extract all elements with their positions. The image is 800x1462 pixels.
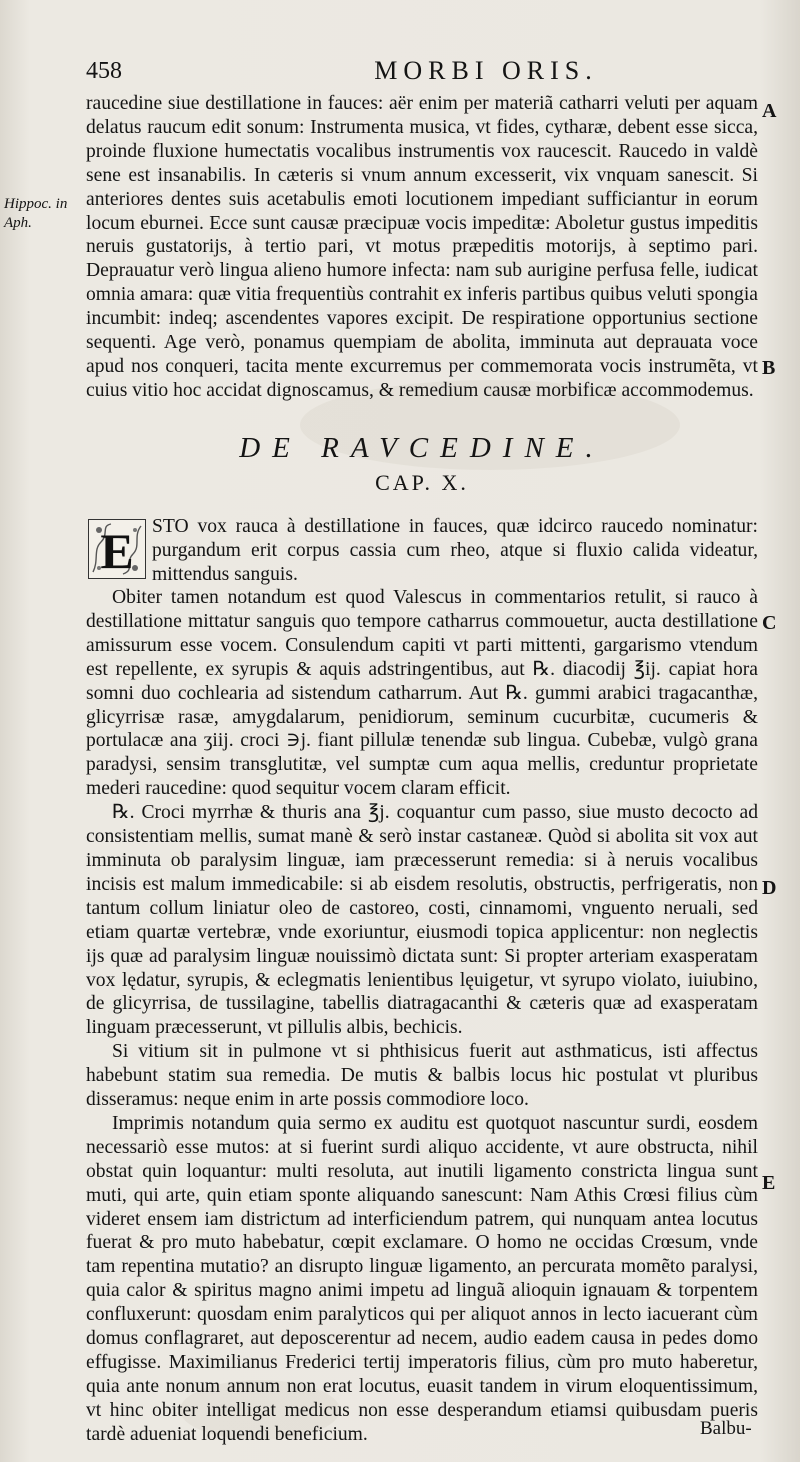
chapter-number: CAP. X. xyxy=(375,470,469,495)
side-letter-e: E xyxy=(762,1172,776,1194)
chapter-title: DE RAVCEDINE. xyxy=(239,432,605,464)
paragraph: Obiter tamen notandum est quod Valescus in commentarios retulit, si rauco à destillatione mittatur sanguis quo tempore catharrus commouetur, aucta destillatione amissurum esse vocem. Consulendum capiti vt parti mittenti, gargarismo vtendum est repellente, ex syrupis & aquis adstringentibus, aut ℞. diacodij ℥ij. capiat hora somni duo cochlearia ad sistendum catharrum. Aut ℞. gummi arabici tragacanthæ, glicyrrisæ rasæ, amygdalarum, penidiorum, seminum cucurbitæ, cucumeris & portulacæ ana ʒiij. croci ∋j. fiant pillulæ tenendæ sub lingua. Cubebæ, vulgò grana paradysi, sensim transglutitæ, vel sumptæ cum aqua mellis, creduntur proprietate mederi raucedine: quod sequitur vocem claram efficit. xyxy=(86,587,758,800)
paragraph: ℞. Croci myrrhæ & thuris ana ℥j. coquantur cum passo, siue musto decocto ad consistentiam mellis, sumat manè & serò instar castaneæ. Quòd si abolita sit vox aut imminuta ob paralysim linguæ, iam præcesserunt remedia: si à neruis vocalibus incisis est malum immedicabile: si ab eisdem resolutis, obstructis, perfrigeratis, non tantum collum liniatur oleo de castoreo, costi, cinnamomi, vnguento neruali, sed etiam quartæ vertebræ, vnde exoriuntur, eiusmodi topica applicentur: non neglectis ijs quæ ad paralysim linguæ nouissimò dictata sunt: Si propter arteriam exasperatam vox lędatur, syrupis, & eclegmatis lenientibus lęuigetur, vt syrupo violato, iuiubino, de glicyrrisa, de tussilagine, tabellis diatragacanthi & cæteris quæ ad exasperatam linguam præcesserunt, vt pillulis albis, bechicis. xyxy=(86,802,758,1039)
paragraph: Si vitium sit in pulmone vt si phthisicus fuerit aut asthmaticus, isti affectus habebunt statim sua remedia. De mutis & balbis locus hic postulat vt pluribus disseramus: neque enim in arte possis commodiore loco. xyxy=(86,1041,758,1111)
page-header xyxy=(86,54,756,88)
margin-note: Hippoc. in Aph. xyxy=(4,196,68,231)
first-paragraph-block xyxy=(152,515,758,587)
paragraph: Imprimis notandum quia sermo ex auditu est quotquot nascuntur surdi, eosdem necessariò esse mutos: at si fuerint surdi aliquo accidente, vt aure obstructa, nihil obstat quin loquantur: multi resoluta, aut inutili ligamento constricta lingua sunt muti, qui arte, quin etiam sponte aliquando sanescunt: Nam Athis Crœsi filius cùm videret ensem iam districtum ad interficiendum patrem, qui nunquam antea locutus fuerat & pro muto habebatur, cœpit exclamare. O homo ne occidas Crœsum, vnde tam repentina mutatio? an disrupto linguæ ligamento, an percurata momẽto paralysi, quia calor & spiritus magno animi impetu ad linguã alioquin ignauam & torpentem confluxerunt: quosdam enim paralyticos qui per aliquot annos in lecto iacuerant cùm domus conflagraret, aut deposcerentur ad necem, audio eadem causa in pedes domo effugisse. Maximilianus Frederici tertij imperatoris filius, cùm pro muto haberetur, quia ante nonum annum non erat locutus, euasit tandem in virum eloquentissimum, vt hinc obiter intelligat medicus non esse desperandum etiamsi quibusdam pueris tardè adueniat loquendi beneficium. xyxy=(86,1112,758,1445)
first-paragraph: STO vox rauca à destillatione in fauces, quæ idcirco raucedo nominatur: purgandum erit corpus cassia cum rheo, atque si fluxio calida videatur, mittendus sanguis. xyxy=(152,516,758,585)
intro-text-block xyxy=(86,92,758,403)
side-letter-c: C xyxy=(762,612,777,634)
page-number: 458 xyxy=(86,58,122,84)
side-letter-d: D xyxy=(762,877,777,899)
initial-letter: E xyxy=(100,523,134,579)
side-letter-b: B xyxy=(762,357,776,379)
chapter-body xyxy=(86,586,758,1447)
catchword: Balbu- xyxy=(700,1418,752,1439)
decorated-initial xyxy=(88,519,146,579)
side-letter-a: A xyxy=(762,100,777,122)
intro-paragraph: raucedine siue destillatione in fauces: aër enim per materiã catharri veluti per aquam delatus raucum edit sonum: Instrumenta musica, vt fides, cytharæ, debent esse sicca, proinde fluxione humectatis vocalibus instrumentis vox raucescit. Raucedo in valdè sene est insanabilis. In cæteris si vnum annum excesserit, vix vnquam sanescit. Si anteriores dentes suis acetabulis emoti locutionem impediant sufficiantur in eorum locum eburnei. Ecce sunt causæ præcipuæ vocis impeditæ: Aboletur gustus impeditis neruis gustatorijs, à tertio pari, vt motus præpeditis motorijs, à septimo pari. Deprauatur verò lingua alieno humore infecta: nam sub aurigine perfusa felle, iudicat omnia amara: quæ vitia frequentiùs contrahit ex inferis partibus quibus veluti spongia incumbit: indeq; ascendentes vapores excipit. De respiratione opportunius sectione sequenti. Age verò, ponamus quempiam de abolita, imminuta aut deprauata voce apud nos conqueri, tacita mente excurremus per commemorata vocis instrumẽta, vt cuius vitio hoc accidat dignoscamus, & remedium causæ morbificæ accommodemus. xyxy=(86,93,758,401)
running-head: MORBI ORIS. xyxy=(374,56,598,85)
